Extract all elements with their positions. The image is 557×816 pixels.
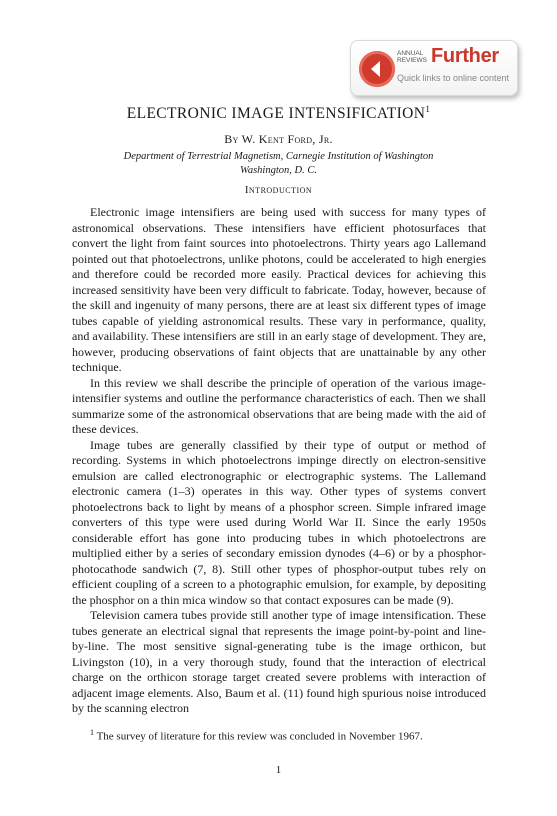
badge-subtitle: Quick links to online content xyxy=(397,73,510,83)
paragraph: Television camera tubes provide still another type of image intensification. These tubes generate an electrical signal that represents the image point-by-point and line-by-line. The most sensitive signal-generating tube is the image orthicon, but Livingston (10), in a very thorough study, found that the interaction of electrical charge on the orthicon storage target created severe problems with interaction of adjacent image elements. Also, Baum et al. (11) found high spurious noise introduced by the scanning electron xyxy=(72,608,486,715)
paragraph: Electronic image intensifiers are being used with success for many types of astronomical observations. These intensifiers have efficient photosurfaces that convert the light from faint sources into photoelectrons. Thirty years ago Lallemand pointed out that photoelectrons, unlike photons, could be accelerated to high energies and therefore could be recorded more easily. Practical devices for achieving this increased sensitivity have been very difficult to fabricate. Today, however, because of the skill and ingenuity of many persons, there are at least six different types of image tubes capable of yielding astronomical results. These vary in performance, quality, and availability. These intensifiers are still in an early stage of development. They are, however, producing observations of faint objects that are unattainable by any other technique. xyxy=(72,205,486,374)
footnote-mark: 1 xyxy=(90,728,94,737)
back-arrow-icon[interactable] xyxy=(359,51,395,87)
paragraph: Image tubes are generally classified by their type of output or method of recording. Systems in which photoelectrons impinge directly on electron-sensitive emulsion are called electronographic or electrographic systems. The Lallemand electronic camera (1–3) operates in this way. Other types of systems convert photoelectrons back to light by means of a phosphor screen. Simple infrared image converters of this type were used during World War II. Since the early 1950s considerable effort has gone into producing tubes in which photoelectrons are multiplied either by a series of secondary emission dynodes (4–6) or by a phosphor-photocathode sandwich (7, 8). Still other types of phosphor-output tubes rely on efficient coupling of a screen to a photographic emulsion, for example, by depositing the phosphor on a thin mica window so that contact exposures can be made (9). xyxy=(72,437,486,607)
body-text xyxy=(72,205,486,717)
annual-reviews-further-badge[interactable] xyxy=(350,40,518,96)
badge-annual-reviews-label xyxy=(397,50,433,64)
footnote-text: The survey of literature for this review was concluded in November 1967. xyxy=(96,730,423,743)
paragraph: In this review we shall describe the principle of operation of the various image-intensifier systems and outline the performance characteristics of each. Then we shall summarize some of the astronomical observations that are being made with the aid of these devices. xyxy=(72,375,486,436)
title-footnote-mark: 1 xyxy=(425,104,431,114)
footnote xyxy=(72,728,486,743)
affiliation-line-1: Department of Terrestrial Magnetism, Carnegie Institution of Washington xyxy=(123,151,434,162)
author-line: By W. Kent Ford, Jr. xyxy=(224,132,333,146)
section-heading: Introduction xyxy=(244,184,313,196)
badge-reviews-text: REVIEWS xyxy=(397,57,427,64)
article-title xyxy=(0,104,557,123)
badge-annual-text: ANNUAL xyxy=(397,50,424,57)
affiliation-line-2: Washington, D. C. xyxy=(240,165,317,176)
badge-further-text: Further xyxy=(431,45,499,67)
title-text: ELECTRONIC IMAGE INTENSIFICATION xyxy=(126,105,426,123)
page-number: 1 xyxy=(275,764,282,776)
